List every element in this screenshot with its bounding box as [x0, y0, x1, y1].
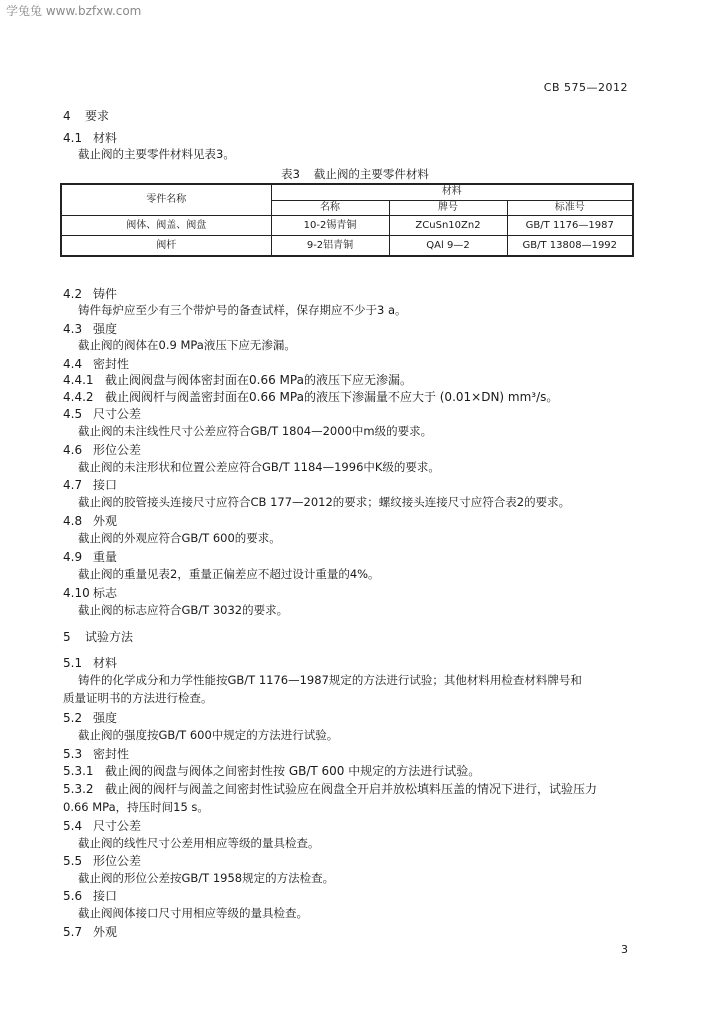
section-number: 5.4: [63, 819, 83, 833]
section-text: 截止阀阀盘与阀体密封面在0.66 MPa的液压下应无渗漏。: [105, 373, 412, 387]
section-5-1-heading: [63, 655, 117, 671]
section-title: 尺寸公差: [93, 407, 142, 421]
table-caption-number: 表3: [281, 167, 300, 181]
cell-grade: ZCuSn10Zn2: [389, 216, 507, 236]
cell-name: 10-2锡青铜: [271, 216, 389, 236]
section-5-4-text: 截止阀的线性尺寸公差用相应等级的量具检查。: [78, 836, 320, 850]
cell-name: 9-2铝青铜: [271, 236, 389, 257]
cell-grade: QAl 9—2: [389, 236, 507, 257]
section-5-1-text-line1: 铸件的化学成分和力学性能按GB/T 1176—1987规定的方法进行试验；其他材料用检查材料牌号和: [78, 673, 582, 687]
section-4-10-heading: [63, 585, 117, 601]
section-title: 重量: [93, 550, 118, 564]
header-standard: 标准号: [507, 200, 633, 216]
section-4-8-text: 截止阀的外观应符合GB/T 600的要求。: [78, 531, 281, 545]
section-number: 4.6: [63, 443, 83, 457]
section-title: 材料: [93, 656, 118, 670]
section-number: 4.9: [63, 550, 83, 564]
section-4-9-heading: [63, 549, 117, 565]
header-name: 名称: [271, 200, 389, 216]
section-4-8-heading: [63, 513, 117, 529]
section-5-3-2: [63, 781, 597, 797]
section-4-10-text: 截止阀的标志应符合GB/T 3032的要求。: [78, 603, 289, 617]
section-number: 4: [63, 109, 71, 123]
section-title: 要求: [85, 109, 110, 123]
table3-caption: [0, 166, 710, 182]
section-number: 5.3.1: [63, 764, 94, 778]
section-number: 5.3.2: [63, 782, 94, 796]
section-number: 4.3: [63, 322, 83, 336]
section-5-2-text: 截止阀的强度按GB/T 600中规定的方法进行试验。: [78, 728, 339, 742]
section-4-4-heading: [63, 356, 129, 372]
table-caption-title: 截止阀的主要零件材料: [313, 167, 429, 181]
section-number: 5.1: [63, 656, 83, 670]
section-title: 尺寸公差: [93, 819, 142, 833]
section-title: 密封性: [93, 747, 130, 761]
section-5-heading: [63, 629, 133, 645]
section-4-1-heading: [63, 130, 117, 146]
section-5-7-heading: [63, 924, 117, 940]
page-number: 3: [621, 943, 628, 956]
section-4-6-heading: [63, 442, 141, 458]
section-number: 5: [63, 630, 71, 644]
section-4-5-heading: [63, 406, 141, 422]
document-number: CB 575—2012: [543, 81, 628, 94]
section-number: 5.6: [63, 889, 83, 903]
section-title: 强度: [93, 322, 118, 336]
section-number: 5.5: [63, 854, 83, 868]
watermark: 学兔兔 www.bzfxw.com: [6, 4, 142, 18]
section-number: 4.4.2: [63, 390, 94, 404]
section-5-1-text-line2: 质量证明书的方法进行检查。: [63, 691, 213, 705]
header-material: 材料: [271, 184, 633, 200]
section-title: 接口: [93, 478, 118, 492]
section-text: 截止阀阀杆与阀盖密封面在0.66 MPa的液压下渗漏量不应大于 (0.01×DN) mm³/s。: [105, 390, 559, 404]
section-title: 试验方法: [85, 630, 134, 644]
section-4-4-2: [63, 389, 558, 405]
cell-standard: GB/T 1176—1987: [507, 216, 633, 236]
section-text: 截止阀的阀盘与阀体之间密封性按 GB/T 600 中规定的方法进行试验。: [105, 764, 481, 778]
section-5-5-heading: [63, 853, 141, 869]
section-title: 密封性: [93, 357, 130, 371]
section-5-3-heading: [63, 746, 129, 762]
cell-standard: GB/T 13808—1992: [507, 236, 633, 257]
section-4-2-heading: [63, 286, 117, 302]
section-5-6-text: 截止阀阀体接口尺寸用相应等级的量具检查。: [78, 906, 308, 920]
section-4-4-1: [63, 372, 412, 388]
section-number: 5.2: [63, 711, 83, 725]
section-4-2-text: 铸件每炉应至少有三个带炉号的备查试样，保存期应不少于3 a。: [78, 303, 407, 317]
section-number: 4.10: [63, 586, 90, 600]
section-4-heading: [63, 108, 109, 124]
section-title: 形位公差: [93, 854, 142, 868]
table-row: [61, 216, 633, 236]
section-4-6-text: 截止阀的未注形状和位置公差应符合GB/T 1184—1996中K级的要求。: [78, 460, 440, 474]
section-4-5-text: 截止阀的未注线性尺寸公差应符合GB/T 1804—2000中m级的要求。: [78, 424, 433, 438]
section-number: 5.7: [63, 925, 83, 939]
header-part-name: 零件名称: [61, 184, 271, 216]
section-4-7-text: 截止阀的胶管接头连接尺寸应符合CB 177—2012的要求；螺纹接头连接尺寸应符合表2的要求。: [78, 495, 571, 509]
section-number: 4.2: [63, 287, 83, 301]
section-title: 形位公差: [93, 443, 142, 457]
cell-part: 阀体、阀盖、阀盘: [61, 216, 271, 236]
section-4-3-text: 截止阀的阀体在0.9 MPa液压下应无渗漏。: [78, 338, 296, 352]
section-number: 4.1: [63, 131, 83, 145]
header-grade: 牌号: [389, 200, 507, 216]
section-title: 铸件: [93, 287, 118, 301]
section-number: 5.3: [63, 747, 83, 761]
section-title: 材料: [93, 131, 118, 145]
materials-table: [60, 183, 634, 257]
section-5-3-2-line2: 0.66 MPa，持压时间15 s。: [63, 800, 209, 814]
table-row: [61, 236, 633, 257]
section-number: 4.4: [63, 357, 83, 371]
section-5-5-text: 截止阀的形位公差按GB/T 1958规定的方法检查。: [78, 871, 335, 885]
section-number: 4.7: [63, 478, 83, 492]
section-title: 外观: [93, 925, 118, 939]
section-4-9-text: 截止阀的重量见表2，重量正偏差应不超过设计重量的4%。: [78, 567, 380, 581]
section-4-3-heading: [63, 321, 117, 337]
section-4-7-heading: [63, 477, 117, 493]
section-5-4-heading: [63, 818, 141, 834]
section-number: 4.8: [63, 514, 83, 528]
cell-part: 阀杆: [61, 236, 271, 257]
section-5-2-heading: [63, 710, 117, 726]
section-title: 强度: [93, 711, 118, 725]
section-title: 标志: [93, 586, 118, 600]
section-4-1-text: 截止阀的主要零件材料见表3。: [78, 147, 235, 161]
section-title: 外观: [93, 514, 118, 528]
section-5-3-1: [63, 763, 480, 779]
section-title: 接口: [93, 889, 118, 903]
section-text: 截止阀的阀杆与阀盖之间密封性试验应在阀盘全开启并放松填料压盖的情况下进行，试验压力: [105, 782, 598, 796]
section-number: 4.4.1: [63, 373, 94, 387]
section-number: 4.5: [63, 407, 83, 421]
section-5-6-heading: [63, 888, 117, 904]
